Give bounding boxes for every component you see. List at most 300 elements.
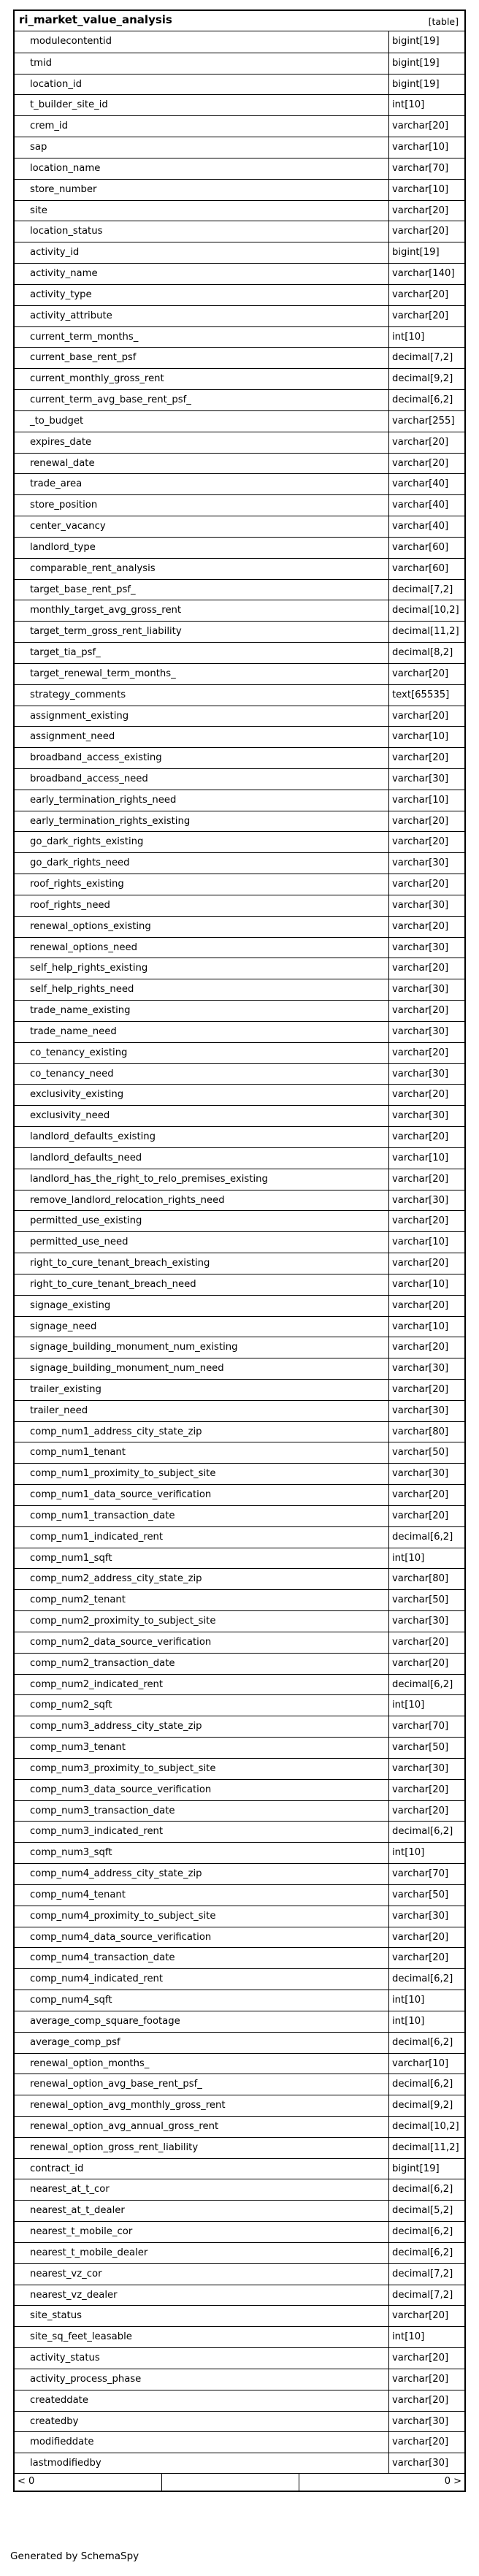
- table-row: [15, 221, 464, 242]
- table-header: [15, 11, 464, 31]
- column-name: nearest_vz_cor: [30, 2268, 102, 2279]
- table-row: [15, 389, 464, 410]
- column-type: decimal[9,2]: [392, 373, 453, 385]
- column-name: broadband_access_need: [30, 773, 148, 784]
- column-name: nearest_t_mobile_dealer: [30, 2247, 148, 2258]
- column-name: expires_date: [30, 436, 92, 448]
- column-name: site_status: [30, 2310, 82, 2322]
- column-type: varchar[70]: [392, 1721, 449, 1732]
- column-name: store_number: [30, 183, 97, 195]
- column-name: exclusivity_existing: [30, 1089, 124, 1101]
- column-name: comp_num1_proximity_to_subject_site: [30, 1468, 216, 1480]
- table-row: [15, 1169, 464, 1190]
- table-name: ri_market_value_analysis: [19, 13, 172, 26]
- column-name: right_to_cure_tenant_breach_need: [30, 1278, 196, 1290]
- column-name: comp_num3_data_source_verification: [30, 1784, 212, 1795]
- column-type: varchar[20]: [392, 310, 449, 321]
- table-row: [15, 2221, 464, 2242]
- column-type: int[10]: [392, 331, 425, 343]
- column-type: varchar[30]: [392, 1404, 449, 1416]
- column-type: varchar[30]: [392, 773, 449, 784]
- column-type: decimal[11,2]: [392, 2141, 459, 2153]
- column-type: varchar[10]: [392, 183, 449, 195]
- column-name: modulecontentid: [30, 36, 112, 47]
- table-row: [15, 2326, 464, 2347]
- table-row: [15, 2179, 464, 2200]
- column-name: comp_num4_address_city_state_zip: [30, 1868, 202, 1880]
- column-name: store_position: [30, 500, 98, 511]
- column-type: varchar[10]: [392, 794, 449, 806]
- column-type: varchar[20]: [392, 1636, 449, 1648]
- column-name: current_monthly_gross_rent: [30, 373, 164, 385]
- column-type: varchar[20]: [392, 226, 449, 237]
- column-type: varchar[60]: [392, 562, 449, 574]
- column-type: varchar[10]: [392, 2057, 449, 2069]
- table-row: [15, 1526, 464, 1548]
- column-type: varchar[40]: [392, 521, 449, 532]
- column-name: comp_num2_data_source_verification: [30, 1636, 212, 1648]
- column-name: landlord_defaults_existing: [30, 1131, 156, 1143]
- column-name: comp_num3_indicated_rent: [30, 1826, 164, 1838]
- column-type: varchar[80]: [392, 1426, 449, 1437]
- column-name: permitted_use_existing: [30, 1215, 142, 1227]
- column-name: comp_num4_data_source_verification: [30, 1931, 212, 1943]
- column-name: trade_name_existing: [30, 1005, 131, 1017]
- column-type: varchar[20]: [392, 1805, 449, 1816]
- table-row: [15, 453, 464, 474]
- column-name: comp_num4_transaction_date: [30, 1952, 175, 1964]
- table-row: [15, 1842, 464, 1863]
- table-row: [15, 1821, 464, 1842]
- column-type: decimal[7,2]: [392, 2268, 453, 2279]
- column-name: comp_num3_transaction_date: [30, 1805, 175, 1816]
- column-name: comp_num4_proximity_to_subject_site: [30, 1910, 216, 1922]
- table-row: [15, 1358, 464, 1379]
- table-row: [15, 263, 464, 284]
- table-row: [15, 432, 464, 453]
- column-type: varchar[20]: [392, 1215, 449, 1227]
- column-name: early_termination_rights_existing: [30, 815, 191, 827]
- column-name: permitted_use_need: [30, 1237, 129, 1248]
- table-row: [15, 1968, 464, 1990]
- table-row: [15, 2347, 464, 2369]
- table-row: [15, 831, 464, 852]
- column-name: activity_status: [30, 2353, 100, 2364]
- table-row: [15, 410, 464, 432]
- table-row: [15, 1568, 464, 1589]
- column-type: decimal[6,2]: [392, 1531, 453, 1543]
- table-row: [15, 1253, 464, 1274]
- column-name: signage_existing: [30, 1299, 111, 1311]
- column-type: decimal[6,2]: [392, 2226, 453, 2238]
- table-row: [15, 1906, 464, 1927]
- column-name: target_tia_psf_: [30, 647, 101, 659]
- column-type: varchar[20]: [392, 1089, 449, 1101]
- column-name: trade_area: [30, 478, 83, 490]
- table-row: [15, 1063, 464, 1085]
- table-row: [15, 1610, 464, 1632]
- table-row: [15, 1421, 464, 1442]
- table-row: [15, 242, 464, 263]
- column-type: varchar[10]: [392, 1237, 449, 1248]
- column-type: varchar[30]: [392, 857, 449, 869]
- table-row: [15, 1210, 464, 1231]
- table-row: [15, 558, 464, 579]
- table-row: [15, 1295, 464, 1316]
- table-row: [15, 1337, 464, 1358]
- table-row: [15, 1274, 464, 1295]
- column-name: trade_name_need: [30, 1025, 117, 1037]
- column-name: target_renewal_term_months_: [30, 668, 176, 679]
- column-type: varchar[40]: [392, 500, 449, 511]
- table-row: [15, 347, 464, 368]
- column-name: lastmodifiedby: [30, 2458, 101, 2469]
- column-name: trailer_existing: [30, 1384, 101, 1395]
- column-type: decimal[6,2]: [392, 1826, 453, 1838]
- column-name: nearest_at_t_dealer: [30, 2205, 125, 2217]
- table-row: [15, 1316, 464, 1337]
- table-row: [15, 1442, 464, 1463]
- column-type: int[10]: [392, 1995, 425, 2006]
- table-row: [15, 747, 464, 768]
- column-name: comp_num4_sqft: [30, 1995, 112, 2006]
- column-type: varchar[20]: [392, 121, 449, 132]
- column-name: renewal_option_avg_annual_gross_rent: [30, 2120, 219, 2132]
- column-name: exclusivity_need: [30, 1110, 110, 1122]
- column-type: varchar[20]: [392, 1173, 449, 1185]
- column-type: decimal[6,2]: [392, 1973, 453, 1985]
- table-row: [15, 1990, 464, 2011]
- column-name: sap: [30, 142, 47, 153]
- column-type: bigint[19]: [392, 247, 440, 259]
- column-type: varchar[30]: [392, 1194, 449, 1206]
- column-name: activity_type: [30, 288, 92, 300]
- column-name: target_base_rent_psf_: [30, 584, 136, 595]
- table-row: [15, 768, 464, 790]
- column-name: comp_num1_indicated_rent: [30, 1531, 164, 1543]
- children-count[interactable]: 0 >: [444, 2476, 461, 2488]
- column-type: int[10]: [392, 99, 425, 111]
- table-row: [15, 811, 464, 832]
- table-row: [15, 158, 464, 179]
- column-name: landlord_has_the_right_to_relo_premises_existing: [30, 1173, 268, 1185]
- table-row: [15, 494, 464, 516]
- column-name: location_id: [30, 78, 82, 90]
- column-name: renewal_option_gross_rent_liability: [30, 2141, 199, 2153]
- column-type: varchar[20]: [392, 205, 449, 216]
- column-name: roof_rights_need: [30, 899, 110, 911]
- column-name: comp_num3_address_city_state_zip: [30, 1721, 202, 1732]
- column-name: comp_num2_address_city_state_zip: [30, 1573, 202, 1585]
- column-type: varchar[20]: [392, 1299, 449, 1311]
- column-name: monthly_target_avg_gross_rent: [30, 605, 182, 616]
- table-row: [15, 1800, 464, 1822]
- table-row: [15, 368, 464, 389]
- column-name: signage_need: [30, 1321, 97, 1332]
- column-type: varchar[20]: [392, 815, 449, 827]
- table-row: [15, 979, 464, 1000]
- column-type: varchar[10]: [392, 142, 449, 153]
- column-type: varchar[20]: [392, 963, 449, 974]
- table-row: [15, 1947, 464, 1968]
- table-row: [15, 726, 464, 747]
- table-row: [15, 2074, 464, 2095]
- footer-middle-cell: [162, 2474, 299, 2491]
- table-row: [15, 473, 464, 494]
- column-type: decimal[6,2]: [392, 2036, 453, 2048]
- column-type: decimal[5,2]: [392, 2205, 453, 2217]
- table-row: [15, 1126, 464, 1147]
- table-row: [15, 1884, 464, 1906]
- column-name: t_builder_site_id: [30, 99, 108, 111]
- table-row: [15, 94, 464, 115]
- column-type: varchar[10]: [392, 1152, 449, 1163]
- column-name: nearest_t_mobile_cor: [30, 2226, 133, 2238]
- column-type: varchar[20]: [392, 1931, 449, 1943]
- table-row: [15, 305, 464, 326]
- column-name: signage_building_monument_num_existing: [30, 1342, 238, 1353]
- table-row: [15, 1653, 464, 1674]
- table-row: [15, 2369, 464, 2390]
- column-type: varchar[20]: [392, 710, 449, 722]
- table-row: [15, 1505, 464, 1526]
- table-row: [15, 1147, 464, 1169]
- column-type: varchar[50]: [392, 1594, 449, 1606]
- column-type: int[10]: [392, 2331, 425, 2343]
- table-row: [15, 1779, 464, 1800]
- column-type: varchar[30]: [392, 1910, 449, 1922]
- column-name: _to_budget: [30, 415, 84, 427]
- column-type: decimal[7,2]: [392, 352, 453, 364]
- column-type: decimal[9,2]: [392, 2100, 453, 2111]
- table-row: [15, 1589, 464, 1610]
- column-name: comp_num1_transaction_date: [30, 1510, 175, 1521]
- table-row: [15, 2285, 464, 2306]
- column-name: location_name: [30, 162, 101, 174]
- table-row: [15, 537, 464, 558]
- column-type: decimal[10,2]: [392, 605, 459, 616]
- column-type: varchar[20]: [392, 1657, 449, 1669]
- column-type: varchar[20]: [392, 1258, 449, 1269]
- column-name: comp_num1_address_city_state_zip: [30, 1426, 202, 1437]
- column-type: varchar[30]: [392, 1110, 449, 1122]
- column-type: varchar[10]: [392, 731, 449, 743]
- table-row: [15, 937, 464, 958]
- column-type: varchar[20]: [392, 436, 449, 448]
- column-list: [15, 31, 464, 2474]
- table-row: [15, 706, 464, 727]
- column-type: varchar[30]: [392, 1068, 449, 1079]
- type-divider: [388, 31, 389, 2473]
- column-name: contract_id: [30, 2163, 84, 2174]
- table-row: [15, 200, 464, 221]
- table-row: [15, 1484, 464, 1505]
- column-type: decimal[6,2]: [392, 394, 453, 406]
- column-name: createddate: [30, 2394, 88, 2406]
- table-row: [15, 621, 464, 642]
- table-row: [15, 284, 464, 305]
- column-type: varchar[50]: [392, 1742, 449, 1754]
- column-type: int[10]: [392, 2015, 425, 2027]
- column-name: location_status: [30, 226, 103, 237]
- column-type: varchar[20]: [392, 2353, 449, 2364]
- column-type: varchar[50]: [392, 1447, 449, 1459]
- column-type: decimal[7,2]: [392, 584, 453, 595]
- column-name: comp_num1_data_source_verification: [30, 1489, 212, 1501]
- column-type: varchar[140]: [392, 268, 455, 280]
- table-row: [15, 115, 464, 137]
- column-name: comp_num4_tenant: [30, 1889, 126, 1900]
- column-name: nearest_at_t_cor: [30, 2184, 110, 2195]
- column-type: varchar[30]: [392, 1468, 449, 1480]
- column-name: comp_num1_sqft: [30, 1552, 112, 1564]
- table-row: [15, 31, 464, 53]
- column-type: bigint[19]: [392, 2163, 440, 2174]
- column-name: site_sq_feet_leasable: [30, 2331, 132, 2343]
- column-name: activity_attribute: [30, 310, 112, 321]
- column-name: nearest_vz_dealer: [30, 2289, 118, 2301]
- column-type: varchar[20]: [392, 1342, 449, 1353]
- column-type: varchar[70]: [392, 162, 449, 174]
- column-name: co_tenancy_existing: [30, 1047, 128, 1058]
- column-name: tmid: [30, 57, 53, 69]
- column-type: text[65535]: [392, 689, 450, 700]
- table-row: [15, 852, 464, 874]
- column-type: varchar[20]: [392, 2437, 449, 2448]
- column-type: varchar[70]: [392, 1868, 449, 1880]
- column-type: varchar[20]: [392, 1510, 449, 1521]
- table-kind: [table]: [428, 16, 459, 27]
- column-type: decimal[6,2]: [392, 1678, 453, 1690]
- table-row: [15, 1463, 464, 1484]
- column-type: int[10]: [392, 1847, 425, 1859]
- table-row: [15, 1084, 464, 1105]
- column-name: assignment_need: [30, 731, 115, 743]
- column-type: decimal[8,2]: [392, 647, 453, 659]
- column-type: varchar[20]: [392, 1489, 449, 1501]
- column-name: activity_process_phase: [30, 2373, 142, 2385]
- column-type: int[10]: [392, 1552, 425, 1564]
- column-type: varchar[10]: [392, 1278, 449, 1290]
- column-type: varchar[30]: [392, 2415, 449, 2427]
- table-row: [15, 1632, 464, 1653]
- column-type: varchar[20]: [392, 1784, 449, 1795]
- column-name: createdby: [30, 2415, 79, 2427]
- column-name: comp_num2_indicated_rent: [30, 1678, 164, 1690]
- column-name: renewal_options_existing: [30, 920, 151, 932]
- table-row: [15, 1694, 464, 1716]
- table-row: [15, 1000, 464, 1021]
- column-name: average_comp_square_footage: [30, 2015, 180, 2027]
- table-row: [15, 2390, 464, 2411]
- column-type: bigint[19]: [392, 36, 440, 47]
- table-row: [15, 2200, 464, 2221]
- column-name: renewal_option_months_: [30, 2057, 150, 2069]
- table-row: [15, 874, 464, 895]
- table-row: [15, 2242, 464, 2263]
- footer-children-cell: [299, 2474, 464, 2491]
- column-type: varchar[20]: [392, 1047, 449, 1058]
- parents-count[interactable]: < 0: [18, 2476, 35, 2488]
- column-type: varchar[40]: [392, 478, 449, 490]
- table-row: [15, 663, 464, 684]
- column-type: varchar[20]: [392, 1384, 449, 1395]
- column-name: trailer_need: [30, 1404, 88, 1416]
- column-name: comp_num2_sqft: [30, 1700, 112, 1711]
- column-type: varchar[20]: [392, 457, 449, 469]
- column-type: varchar[20]: [392, 920, 449, 932]
- table-row: [15, 1021, 464, 1042]
- table-row: [15, 1105, 464, 1126]
- table-row: [15, 895, 464, 916]
- column-name: go_dark_rights_existing: [30, 836, 144, 848]
- column-name: early_termination_rights_need: [30, 794, 177, 806]
- column-type: int[10]: [392, 1700, 425, 1711]
- column-type: varchar[10]: [392, 1321, 449, 1332]
- column-type: decimal[10,2]: [392, 2120, 459, 2132]
- column-type: bigint[19]: [392, 78, 440, 90]
- table-row: [15, 1716, 464, 1737]
- column-type: varchar[30]: [392, 984, 449, 995]
- column-name: comp_num1_tenant: [30, 1447, 126, 1459]
- table-row: [15, 2011, 464, 2032]
- table-row: [15, 1190, 464, 1211]
- column-type: varchar[80]: [392, 1573, 449, 1585]
- column-name: landlord_type: [30, 541, 96, 553]
- table-row: [15, 2053, 464, 2074]
- column-name: strategy_comments: [30, 689, 126, 700]
- table-row: [15, 2137, 464, 2158]
- column-name: activity_id: [30, 247, 80, 259]
- column-type: varchar[20]: [392, 879, 449, 890]
- column-name: renewal_option_avg_base_rent_psf_: [30, 2079, 202, 2090]
- column-type: varchar[30]: [392, 941, 449, 953]
- column-name: target_term_gross_rent_liability: [30, 626, 182, 638]
- table-row: [15, 600, 464, 621]
- column-type: varchar[30]: [392, 2458, 449, 2469]
- column-type: varchar[30]: [392, 1025, 449, 1037]
- column-name: comp_num3_proximity_to_subject_site: [30, 1762, 216, 1774]
- column-name: activity_name: [30, 268, 98, 280]
- footer-parents-cell: [15, 2474, 162, 2491]
- table-row: [15, 326, 464, 348]
- column-type: varchar[20]: [392, 2310, 449, 2322]
- column-name: renewal_options_need: [30, 941, 137, 953]
- column-name: signage_building_monument_num_need: [30, 1363, 224, 1375]
- column-type: varchar[20]: [392, 752, 449, 764]
- column-name: center_vacancy: [30, 521, 106, 532]
- column-type: varchar[30]: [392, 1762, 449, 1774]
- table-row: [15, 958, 464, 979]
- column-type: varchar[60]: [392, 541, 449, 553]
- column-name: landlord_defaults_need: [30, 1152, 142, 1163]
- column-name: comp_num4_indicated_rent: [30, 1973, 164, 1985]
- column-name: roof_rights_existing: [30, 879, 124, 890]
- table-row: [15, 1863, 464, 1884]
- table-row: [15, 1231, 464, 1253]
- column-type: bigint[19]: [392, 57, 440, 69]
- table-row: [15, 1758, 464, 1779]
- column-name: assignment_existing: [30, 710, 129, 722]
- table-footer: [15, 2473, 464, 2491]
- column-name: crem_id: [30, 121, 68, 132]
- table-row: [15, 137, 464, 158]
- column-name: comp_num2_transaction_date: [30, 1657, 175, 1669]
- table-row: [15, 74, 464, 95]
- column-name: renewal_option_avg_monthly_gross_rent: [30, 2100, 226, 2111]
- column-name: comparable_rent_analysis: [30, 562, 156, 574]
- column-name: average_comp_psf: [30, 2036, 120, 2048]
